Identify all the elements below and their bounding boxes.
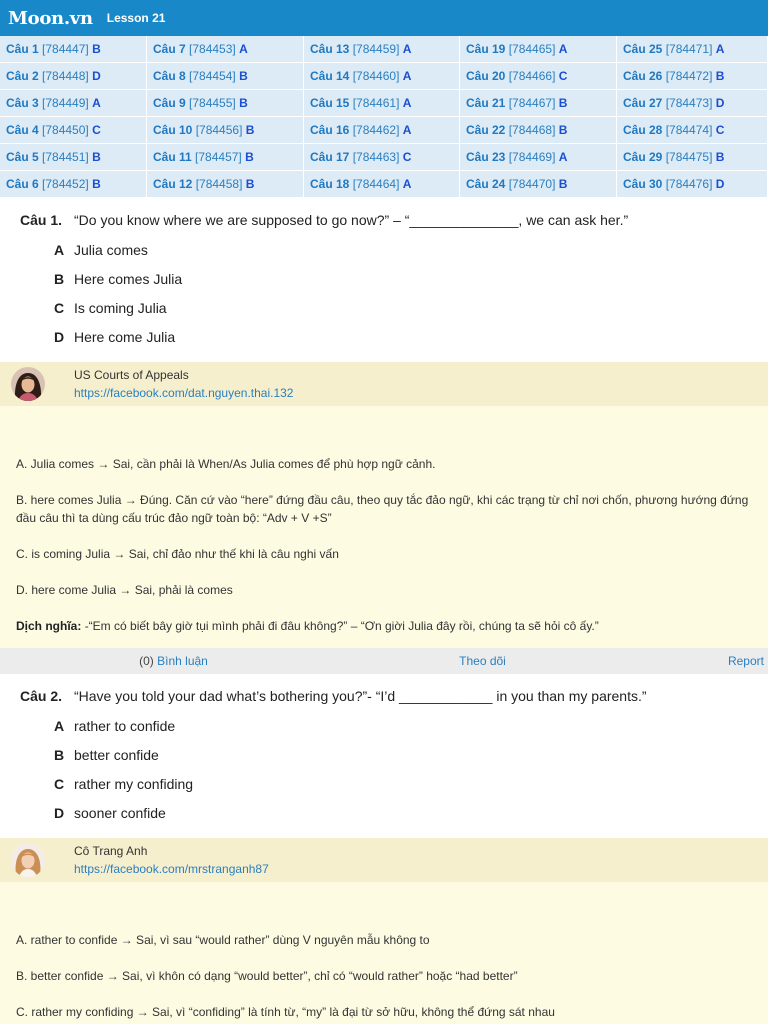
correct-answer: A [402,69,412,83]
translation-label: Dịch nghĩa: [16,619,82,633]
correct-answer: A [558,150,568,164]
question-id: [784449] [42,96,89,110]
question-label: Câu 2. [20,688,63,704]
option-letter: A [54,242,65,258]
question-id: [784457] [195,150,242,164]
question-id: [784470] [508,177,556,191]
question-id: [784453] [189,42,236,56]
question-number: Câu 14 [310,69,350,83]
question-number: Câu 6 [6,177,39,191]
answer-key-cell[interactable] [147,63,304,90]
author-facebook-link[interactable]: https://facebook.com/dat.nguyen.thai.132 [74,386,294,400]
author-name: Cô Trang Anh [74,844,148,858]
question-number: Câu 20 [466,69,506,83]
question-id: [784454] [189,69,236,83]
correct-answer: A [558,42,568,56]
option-b[interactable] [0,741,768,770]
option-c[interactable] [0,294,768,323]
action-bar [0,648,768,674]
question-number: Câu 5 [6,150,39,164]
correct-answer: B [558,123,568,137]
correct-answer: B [239,96,248,110]
option-c[interactable] [0,770,768,799]
question-stem [0,210,768,230]
correct-answer: B [92,42,101,56]
translation [16,617,752,635]
question-number: Câu 22 [466,123,506,137]
question-id: [784473] [665,96,713,110]
correct-answer: A [92,96,101,110]
correct-answer: B [245,150,254,164]
explanation-author-bar [0,838,768,882]
answer-key-cell[interactable] [0,144,147,171]
question-id: [784466] [508,69,556,83]
explanation-line: D. here come Julia → Sai, phải là comes [16,583,233,597]
explanation-line: C. rather my confiding → Sai, vì “confiding” là tính từ, “my” là đại từ sở hữu, không thể đứng sát nhau [16,1005,555,1019]
answer-key-cell[interactable] [147,36,304,63]
question-number: Câu 1 [6,42,39,56]
answer-key-cell[interactable] [0,36,147,63]
question-number: Câu 23 [466,150,506,164]
question-number: Câu 28 [623,123,663,137]
answer-key-cell[interactable] [304,144,460,171]
option-text: Julia comes [74,242,148,258]
question-id: [784462] [352,123,400,137]
explanation-line: A. Julia comes → Sai, cần phải là When/As Julia comes để phù hợp ngữ cảnh. [16,457,436,471]
correct-answer: B [239,69,248,83]
option-letter: D [54,329,65,345]
question-id: [784476] [665,177,713,191]
correct-answer: D [715,96,725,110]
question-number: Câu 12 [153,177,193,191]
answer-key-cell[interactable] [460,63,617,90]
option-text: Is coming Julia [74,300,167,316]
explanation-author-bar [0,362,768,406]
correct-answer: A [402,96,412,110]
translation-text: -“Em có biết bây giờ tụi mình phải đi đâu không?” – “Ơn giời Julia đây rồi, chúng ta sẽ hỏi cô ấy.” [84,619,599,633]
option-b[interactable] [0,265,768,294]
answer-key-cell[interactable] [617,117,768,144]
question-text: “Have you told your dad what’s bothering you?”- “I’d ____________ in you than my parents.” [74,688,647,704]
answer-key-cell[interactable] [304,36,460,63]
option-letter: C [54,300,65,316]
answer-key-cell[interactable] [0,117,147,144]
question-id: [784468] [508,123,556,137]
question-id: [784450] [42,123,89,137]
question-id: [784452] [42,177,89,191]
explanation-body [0,406,768,635]
option-d[interactable] [0,323,768,352]
question-id: [784447] [42,42,89,56]
correct-answer: B [558,177,568,191]
question-id: [784448] [42,69,89,83]
answer-key-table [0,36,768,198]
answer-key-cell[interactable] [617,171,768,198]
question-id: [784458] [195,177,243,191]
answer-key-cell[interactable] [147,144,304,171]
question-number: Câu 11 [153,150,192,164]
correct-answer: A [402,42,412,56]
answer-key-cell[interactable] [0,90,147,117]
question-number: Câu 7 [153,42,186,56]
question-number: Câu 13 [310,42,350,56]
question-id: [784464] [352,177,400,191]
question-id: [784456] [195,123,243,137]
correct-answer: A [239,42,248,56]
explanation-line: C. is coming Julia → Sai, chỉ đảo như thế khi là câu nghi vấn [16,547,339,561]
correct-answer: D [92,69,101,83]
question-id: [784474] [665,123,713,137]
option-letter: D [54,805,65,821]
explanation-line: B. here comes Julia → Đúng. Căn cứ vào “here” đứng đầu câu, theo quy tắc đảo ngữ, khi các trạng từ chỉ nơi chốn, phương hướng đứng đầu câu thì ta dùng cấu trúc đảo ngữ toàn bộ: “Adv + V +S” [16,493,749,525]
option-letter: C [54,776,65,792]
explanation-body [0,882,768,1021]
answer-key-cell[interactable] [460,171,617,198]
question-number: Câu 30 [623,177,663,191]
option-letter: A [54,718,65,734]
report-button[interactable]: Report [727,654,764,668]
option-text: rather my confiding [74,776,194,792]
option-letter: B [54,271,65,287]
option-text: Here comes Julia [74,271,183,287]
question-number: Câu 3 [6,96,39,110]
answer-key-cell[interactable] [460,144,617,171]
question-id: [784475] [665,150,713,164]
question-id: [784461] [352,96,400,110]
option-a[interactable] [0,712,768,741]
question-number: Câu 15 [310,96,350,110]
question-number: Câu 2 [6,69,39,83]
question-number: Câu 10 [153,123,193,137]
answer-key-cell[interactable] [0,171,147,198]
question-id: [784459] [352,42,400,56]
explanation-panel [0,362,768,648]
correct-answer: C [715,123,725,137]
question-id: [784471] [665,42,713,56]
correct-answer: B [245,177,255,191]
option-text: sooner confide [74,805,166,821]
answer-key-cell[interactable] [147,117,304,144]
question-number: Câu 17 [310,150,350,164]
question-id: [784455] [189,96,236,110]
answer-key-cell[interactable] [460,90,617,117]
question-id: [784465] [508,42,556,56]
question-number: Câu 18 [310,177,350,191]
option-d[interactable] [0,799,768,828]
correct-answer: B [558,96,568,110]
question-2 [0,674,768,838]
explanation-line: B. better confide → Sai, vì khôn có dạng “would better”, chỉ có “would rather” hoặc “had better” [16,969,518,983]
question-text: “Do you know where we are supposed to go now?” – “______________, we can ask her.” [74,212,629,228]
correct-answer: A [402,177,412,191]
question-number: Câu 19 [466,42,506,56]
correct-answer: C [92,123,101,137]
comment-count: (0) [139,654,154,668]
option-text: Here come Julia [74,329,176,345]
question-id: [784467] [508,96,556,110]
correct-answer: B [245,123,255,137]
answer-key-cell[interactable] [617,36,768,63]
comment-label: Bình luận [157,654,208,668]
question-id: [784469] [508,150,556,164]
answer-key-cell[interactable] [617,144,768,171]
correct-answer: B [92,150,101,164]
question-number: Câu 25 [623,42,663,56]
option-text: better confide [74,747,159,763]
correct-answer: B [715,150,725,164]
answer-key-cell[interactable] [460,36,617,63]
author-avatar [11,367,45,401]
correct-answer: D [715,177,725,191]
answer-options [0,236,768,352]
correct-answer: C [558,69,568,83]
correct-answer: A [715,42,725,56]
answer-key-cell[interactable] [147,90,304,117]
answer-options [0,712,768,828]
answer-key-cell[interactable] [304,117,460,144]
author-facebook-link[interactable]: https://facebook.com/mrstranganh87 [74,862,269,876]
question-number: Câu 29 [623,150,663,164]
question-label: Câu 1. [20,212,63,228]
explanation-panel [0,838,768,1024]
correct-answer: C [402,150,412,164]
option-letter: B [54,747,65,763]
answer-key-cell[interactable] [617,63,768,90]
question-id: [784472] [665,69,713,83]
lesson-title: Lesson 21 [106,11,166,25]
author-name: US Courts of Appeals [74,368,189,382]
answer-key-cell[interactable] [0,63,147,90]
correct-answer: A [402,123,412,137]
question-number: Câu 27 [623,96,663,110]
author-avatar [11,843,45,877]
option-a[interactable] [0,236,768,265]
answer-key-cell[interactable] [460,117,617,144]
answer-key-cell[interactable] [304,63,460,90]
question-1 [0,198,768,362]
question-id: [784463] [352,150,400,164]
correct-answer: B [715,69,725,83]
answer-key-cell[interactable] [304,90,460,117]
answer-key-cell[interactable] [147,171,304,198]
question-number: Câu 16 [310,123,350,137]
question-number: Câu 21 [466,96,506,110]
question-id: [784451] [42,150,89,164]
question-number: Câu 9 [153,96,186,110]
explanation-line: A. rather to confide → Sai, vì sau “would rather” dùng V nguyên mẫu không to [16,933,430,947]
question-number: Câu 4 [6,123,39,137]
answer-key-cell[interactable] [617,90,768,117]
answer-key-cell[interactable] [304,171,460,198]
question-number: Câu 8 [153,69,186,83]
site-logo[interactable]: Moon.vn [8,7,93,29]
question-stem [0,686,768,706]
comment-button[interactable] [0,648,347,674]
correct-answer: B [92,177,101,191]
question-number: Câu 24 [466,177,506,191]
question-id: [784460] [352,69,400,83]
question-number: Câu 26 [623,69,663,83]
follow-button[interactable]: Theo dõi [459,654,506,668]
option-text: rather to confide [74,718,176,734]
top-bar [0,0,768,36]
